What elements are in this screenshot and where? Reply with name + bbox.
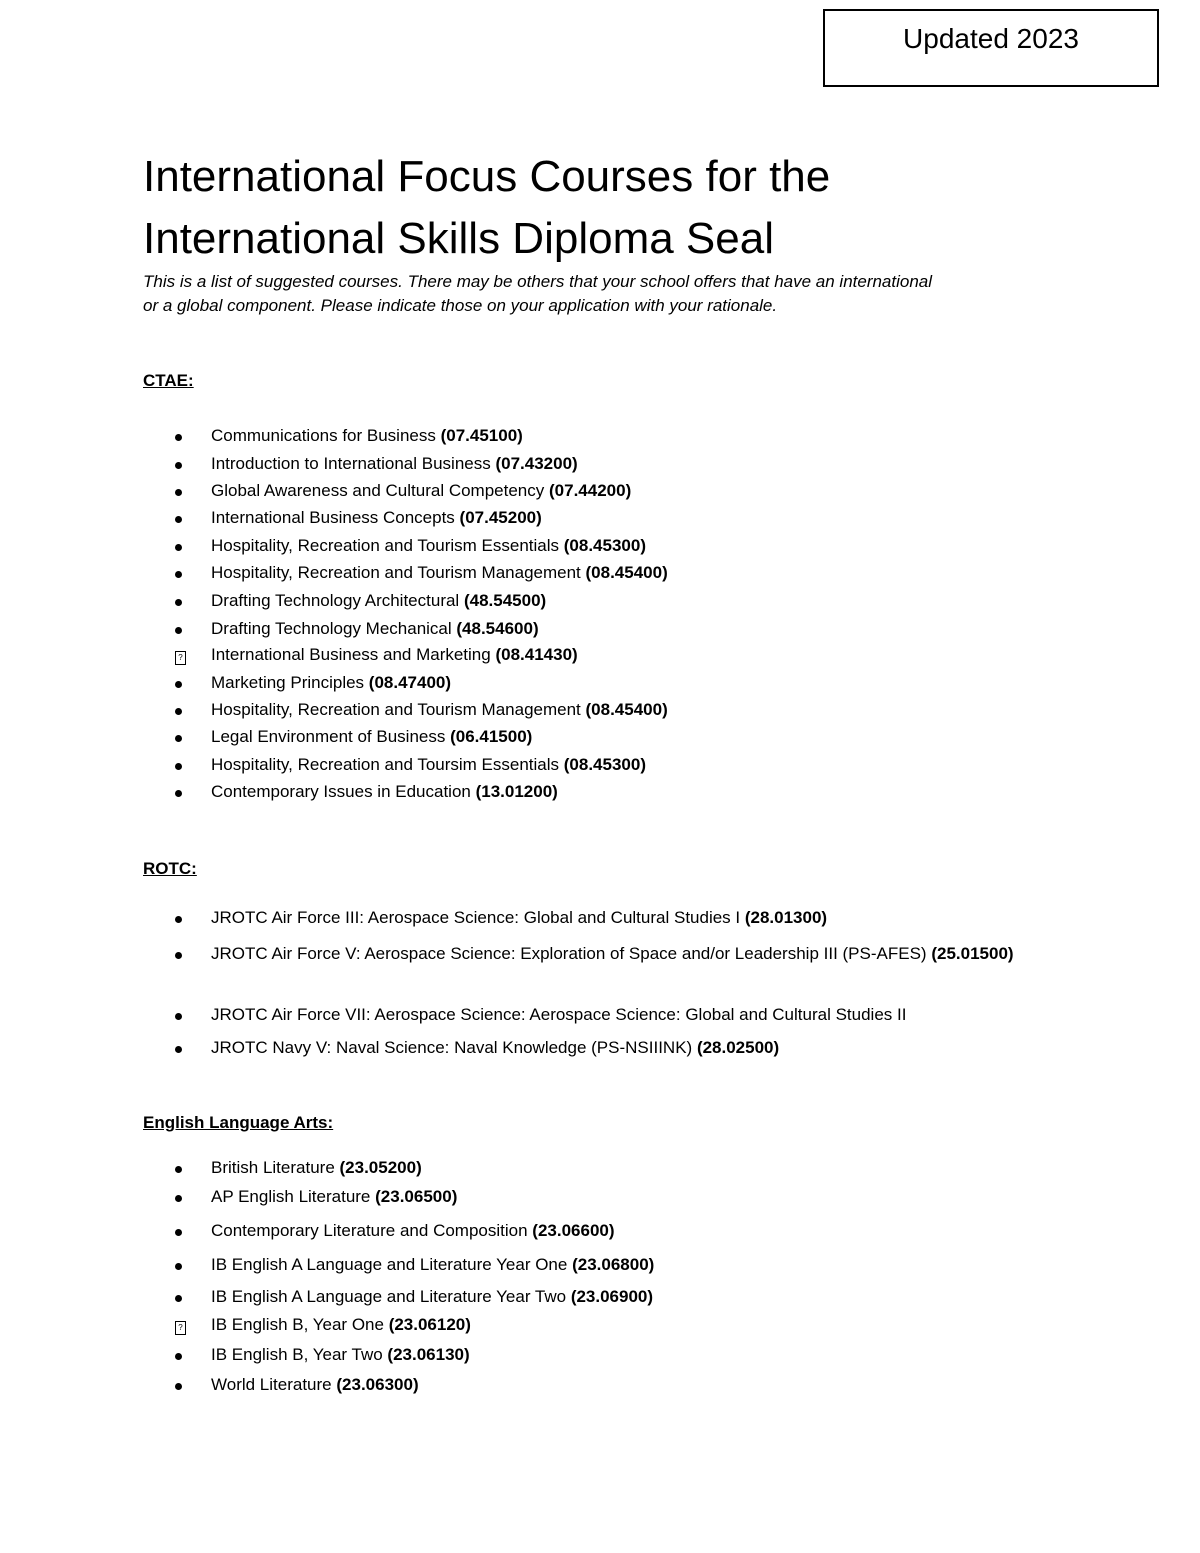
list-item [175,942,1055,992]
section-heading-rotc: ROTC: [143,859,197,878]
course-code: (08.45400) [585,700,668,719]
course-code: (08.45300) [563,755,646,774]
course-name: Legal Environment of Business [211,727,446,746]
missing-glyph-icon: ? [175,1313,193,1337]
section-heading-ctae: CTAE: [143,371,194,390]
bullet-icon [175,753,193,777]
course-code: (48.54600) [456,619,539,638]
bullet-icon [175,1343,193,1367]
course-code: (28.02500) [696,1038,780,1057]
course-name: JROTC Air Force V: Aerospace Science: Exploration of Space and/or Leadership III (PS-AFES) [211,944,927,963]
course-name: Hospitality, Recreation and Toursim Essentials [211,755,560,774]
bullet-icon [175,589,193,613]
course-code: (23.06600) [532,1221,615,1240]
course-code: (08.47400) [368,673,452,692]
bullet-icon [175,671,193,695]
bullet-icon [175,534,193,558]
bullet-icon [175,506,193,530]
course-name: Contemporary Issues in Education [211,782,471,801]
title-line-1: International Focus Courses for the [143,152,831,201]
missing-glyph-icon: ? [175,643,193,667]
bullet-icon [175,1219,193,1243]
course-code: (07.43200) [495,454,578,473]
course-name: Drafting Technology Mechanical [211,619,452,638]
bullet-icon [175,452,193,476]
intro-line-1: This is a list of suggested courses. There may be others that your school offers that have an international [143,272,933,291]
course-code: (25.01500) [931,944,1014,963]
bullet-icon [175,906,193,930]
course-code: (07.45200) [459,508,542,527]
course-name: Introduction to International Business [211,454,491,473]
course-code: (13.01200) [475,782,558,801]
course-name: JROTC Navy V: Naval Science: Naval Knowledge (PS-NSIIINK) [211,1038,693,1057]
course-name: British Literature [211,1158,335,1177]
course-name: JROTC Air Force III: Aerospace Science: Global and Cultural Studies I [211,908,741,927]
bullet-icon [175,942,193,966]
course-name: IB English A Language and Literature Year Two [211,1287,567,1306]
course-name: AP English Literature [211,1187,371,1206]
course-name: Contemporary Literature and Composition [211,1221,528,1240]
course-name: International Business Concepts [211,508,455,527]
course-code: (08.41430) [495,645,578,664]
bullet-icon [175,1185,193,1209]
bullet-icon [175,1003,193,1027]
bullet-icon [175,424,193,448]
bullet-icon [175,725,193,749]
bullet-icon [175,1373,193,1397]
course-name: IB English B, Year One [211,1315,384,1334]
section-heading-ela: English Language Arts: [143,1113,334,1132]
bullet-icon [175,780,193,804]
intro-note [143,270,1083,318]
bullet-icon [175,1253,193,1277]
course-code: (08.45300) [563,536,646,555]
course-name: Hospitality, Recreation and Tourism Management [211,700,581,719]
updated-badge: Updated 2023 [823,9,1159,87]
course-name: Hospitality, Recreation and Tourism Management [211,563,581,582]
course-name: Hospitality, Recreation and Tourism Essentials [211,536,560,555]
course-code: (23.06130) [387,1345,470,1364]
bullet-icon [175,1036,193,1060]
course-name: Marketing Principles [211,673,365,692]
bullet-icon [175,561,193,585]
bullet-icon [175,1285,193,1309]
course-name: International Business and Marketing [211,645,491,664]
course-code: (28.01300) [744,908,828,927]
course-code: (23.06800) [572,1255,655,1274]
course-code: (06.41500) [450,727,533,746]
course-code: (07.45100) [440,426,523,445]
course-code: (23.05200) [339,1158,422,1177]
course-name: Drafting Technology Architectural [211,591,460,610]
course-code: (23.06900) [570,1287,654,1306]
course-name: IB English A Language and Literature Year One [211,1255,568,1274]
bullet-icon [175,698,193,722]
bullet-icon [175,479,193,503]
course-name: JROTC Air Force VII: Aerospace Science: Aerospace Science: Global and Cultural Studies II [211,1005,907,1024]
course-name: World Literature [211,1375,332,1394]
course-name: Communications for Business [211,426,436,445]
course-code: (23.06500) [375,1187,458,1206]
course-code: (07.44200) [549,481,632,500]
intro-line-2: or a global component. Please indicate those on your application with your rationale. [143,296,778,315]
course-name: Global Awareness and Cultural Competency [211,481,545,500]
bullet-icon [175,1156,193,1180]
course-code: (08.45400) [585,563,668,582]
bullet-icon [175,617,193,641]
course-name: IB English B, Year Two [211,1345,383,1364]
course-code: (23.06120) [388,1315,471,1334]
title-line-2: International Skills Diploma Seal [143,214,774,263]
page-title [143,146,1143,270]
course-code: (48.54500) [463,591,547,610]
course-code: (23.06300) [336,1375,419,1394]
